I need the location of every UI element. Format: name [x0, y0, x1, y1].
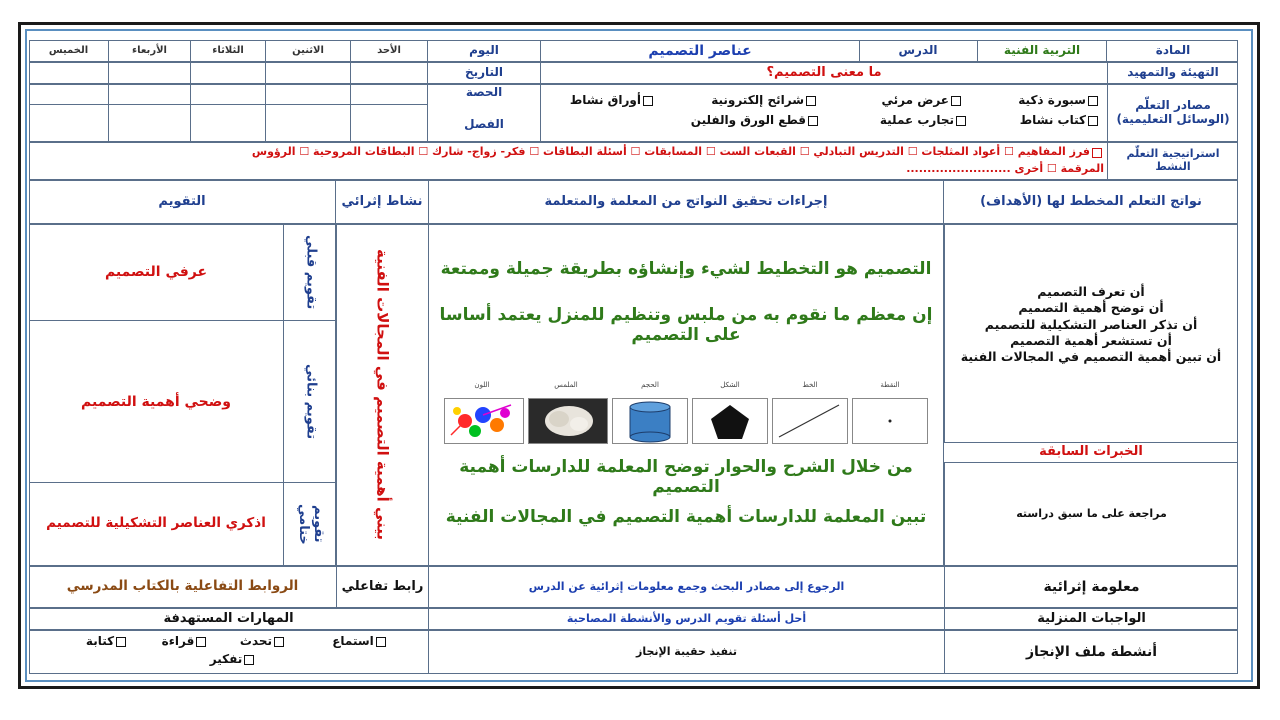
resources-label: مصادر التعلّم (الوسائل التعليمية) — [1116, 98, 1230, 126]
strategies-label: استراتيجية التعلّم النشط — [1126, 147, 1220, 173]
eval-final-label: تقويم ختامي — [296, 503, 326, 545]
portfolio-value: تنفيذ حقيبة الإنجاز — [428, 630, 944, 674]
volume-element — [612, 398, 688, 444]
shape-element — [692, 398, 768, 444]
strategies-line1[interactable]: فرز المفاهيم ☐ أعواد المثلجات ☐ التدريس التبادلي ☐ القبعات الست ☐ المسابقات ☐ أسئلة البطاقات ☐ فكر- زواج- شارك ☐ البطاقات المروحية ☐ الرؤوس — [34, 144, 1104, 161]
divider — [350, 62, 351, 142]
divider — [190, 62, 191, 142]
period-cells — [29, 84, 428, 142]
skill-reading[interactable]: قراءة — [150, 634, 220, 650]
checkbox-icon — [376, 637, 386, 647]
line-element — [772, 398, 848, 444]
checkbox-icon — [1092, 148, 1102, 158]
divider — [265, 62, 266, 142]
element-label-volume: الحجم — [641, 381, 659, 389]
checkbox-icon — [806, 96, 816, 106]
checkbox-icon — [956, 116, 966, 126]
res-activity-book[interactable]: كتاب نشاط — [990, 113, 1100, 129]
checkbox-icon — [1088, 116, 1098, 126]
eval-pre-text: عرفي التصميم — [104, 263, 208, 280]
divider — [29, 482, 336, 483]
skill-thinking[interactable]: تفكير — [198, 652, 268, 668]
pentagon-icon — [693, 399, 767, 443]
skill-listening[interactable]: استماع — [320, 634, 400, 650]
checkbox-icon — [951, 96, 961, 106]
eval-pre-label: تقويم قبلي — [303, 234, 319, 310]
class-label: الفصل — [464, 117, 504, 132]
element-label-line: الخط — [802, 381, 818, 389]
date-label: التاريخ — [464, 65, 504, 80]
point-element — [852, 398, 928, 444]
checkbox-icon — [196, 637, 206, 647]
divider — [283, 224, 284, 566]
checkbox-icon — [274, 637, 284, 647]
checkbox-icon — [244, 655, 254, 665]
intro-value: ما معنى التصميم؟ — [540, 62, 1108, 84]
enrichment-activity: بيني أهمية التصميم في المجالات الفنية — [373, 249, 392, 541]
subject-value: التربية الفنية — [977, 40, 1107, 62]
col-procedures: إجراءات تحقيق النواتج من المعلمة والمتعلمة — [428, 180, 944, 224]
day-thu: الخميس — [48, 45, 89, 57]
day-wed: الأربعاء — [108, 40, 190, 62]
date-cells — [29, 62, 428, 84]
homework-value: أحل أسئلة تقويم الدرس والأنشطة المصاحبة — [428, 608, 944, 630]
day-sun: الأحد — [350, 40, 428, 62]
enrich-info-value: الرجوع إلى مصادر البحث وجمع معلومات إثرائية عن الدرس — [428, 566, 944, 608]
objective-item: أن تبين أهمية التصميم في المجالات الفنية — [960, 349, 1222, 364]
strategies-line2: المرقمة ☐ أخرى ......................... — [906, 162, 1104, 176]
prior-experience-value: مراجعة على ما سبق دراسته — [944, 463, 1238, 566]
element-label-texture: الملمس — [554, 381, 578, 389]
res-experiments[interactable]: تجارب عملية — [858, 113, 968, 129]
skill-speaking[interactable]: تحدث — [228, 634, 298, 650]
line-icon — [773, 399, 847, 443]
eval-final-text: اذكري العناصر التشكيلية للتصميم — [46, 515, 266, 532]
day-mon: الاثنين — [265, 40, 350, 62]
color-element — [444, 398, 524, 444]
interactive-link-value[interactable]: الروابط التفاعلية بالكتاب المدرسي — [66, 578, 299, 595]
color-splash-icon — [445, 399, 523, 443]
lesson-value: عناصر التصميم — [540, 40, 860, 62]
divider — [29, 320, 336, 321]
procedure-discussion: من خلال الشرح والحوار توضح المعلمة للدارسات أهمية التصميم — [459, 457, 913, 497]
element-label-point: النقطة — [880, 381, 900, 389]
res-visual[interactable]: عرض مرئي — [858, 93, 963, 109]
procedure-fields: تبين المعلمة للدارسات أهمية التصميم في المجالات الفنية — [445, 507, 927, 528]
skill-writing[interactable]: كتابة — [72, 634, 142, 650]
portfolio-label: أنشطة ملف الإنجاز — [944, 630, 1238, 674]
col-enrichment: نشاط إثرائي — [341, 193, 423, 209]
procedure-definition: التصميم هو التخطيط لشيء وإنشاؤه بطريقة جميلة وممتعة — [440, 259, 932, 280]
res-paper-foam[interactable]: قطع الورق والفلين — [670, 113, 820, 129]
texture-element — [528, 398, 608, 444]
objective-item: أن تستشعر أهمية التصميم — [1010, 332, 1172, 348]
objective-item: أن تعرف التصميم — [1037, 284, 1145, 299]
enrich-info-label: معلومة إثرائية — [944, 566, 1238, 608]
divider — [108, 62, 109, 142]
col-objectives: نواتج التعلم المخطط لها (الأهداف) — [980, 193, 1202, 209]
day-tue: الثلاثاء — [190, 40, 265, 62]
interactive-link-label: رابط تفاعلي — [336, 566, 428, 608]
objective-item: أن تذكر العناصر التشكيلية للتصميم — [984, 316, 1198, 332]
col-evaluation: التقويم — [29, 180, 336, 224]
lesson-label: الدرس — [898, 43, 938, 58]
homework-label: الواجبات المنزلية — [944, 608, 1238, 630]
objectives-list — [950, 284, 1232, 365]
objective-item: أن توضح أهمية التصميم — [1018, 300, 1164, 316]
point-icon — [853, 399, 927, 443]
checkbox-icon — [808, 116, 818, 126]
element-label-color: اللون — [474, 381, 490, 389]
divider — [1107, 142, 1108, 180]
checkbox-icon — [643, 96, 653, 106]
checkbox-icon — [116, 637, 126, 647]
procedure-importance: إن معظم ما نقوم به من ملبس وتنظيم للمنزل يعتمد أساسا على التصميم — [439, 305, 933, 345]
eval-formative-label: تقويم بنائي — [303, 364, 319, 440]
eval-formative-text: وضحي أهمية التصميم — [81, 393, 231, 410]
skills-label: المهارات المستهدفة — [163, 610, 294, 626]
subject-label: المادة — [1155, 43, 1191, 58]
day-label: اليوم — [469, 43, 499, 58]
period-label: الحصة — [465, 85, 503, 100]
prior-experience-label: الخبرات السابقة — [944, 443, 1238, 463]
res-worksheets[interactable]: أوراق نشاط — [545, 93, 655, 109]
checkbox-icon — [1088, 96, 1098, 106]
texture-image-icon — [529, 399, 607, 443]
res-slides[interactable]: شرائح إلكترونية — [690, 93, 818, 109]
element-label-shape: الشكل — [720, 381, 740, 389]
cylinder-icon — [613, 399, 687, 443]
res-smartboard[interactable]: سبورة ذكية — [990, 93, 1100, 109]
intro-label: التهيئة والتمهيد — [1127, 65, 1219, 80]
